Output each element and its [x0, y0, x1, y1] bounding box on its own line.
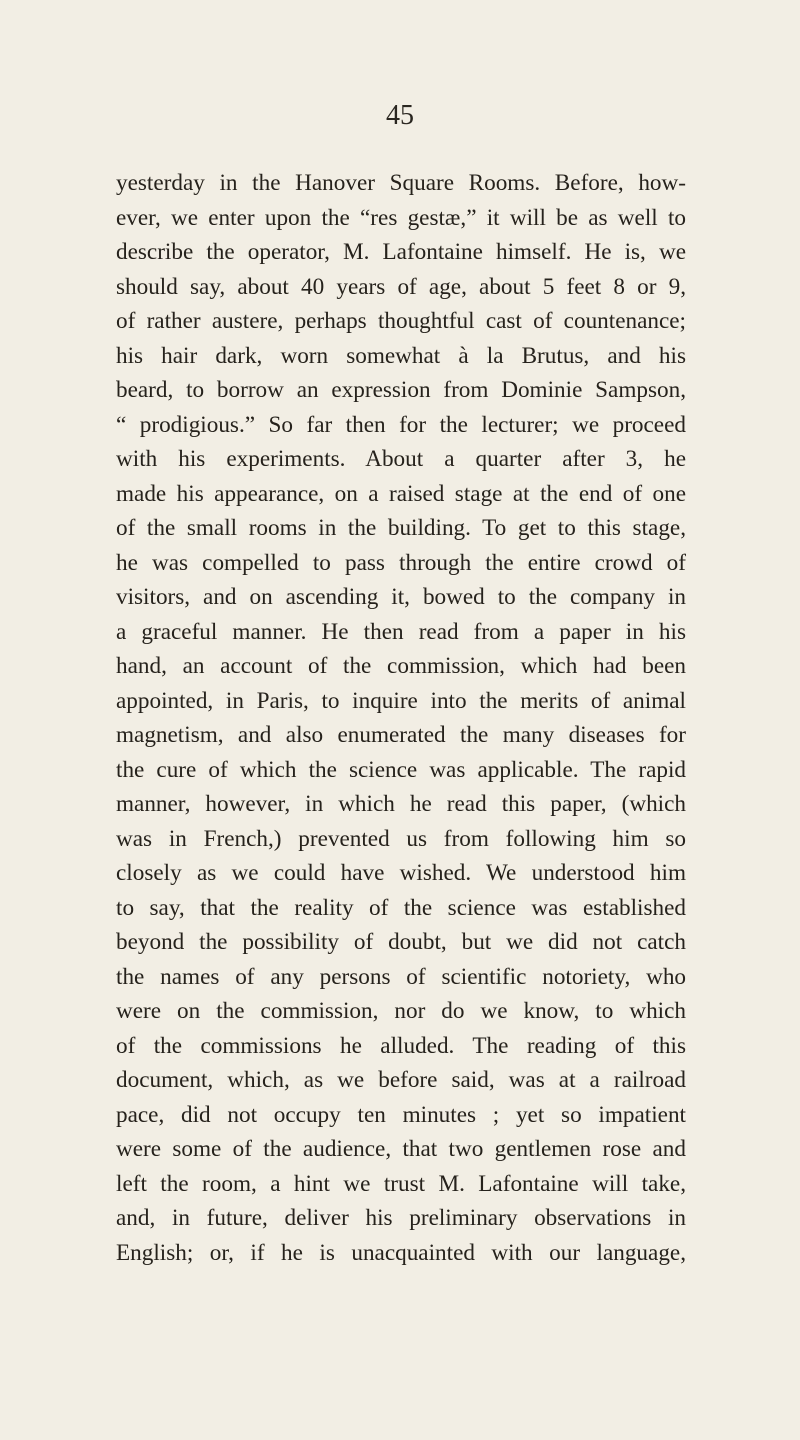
- text-line: pace, did not occupy ten minutes ; yet so impatient: [116, 1101, 686, 1128]
- text-line: English; or, if he is unacquainted with our language,: [116, 1239, 686, 1266]
- text-line: “ prodigious.” So far then for the lecturer; we proceed: [116, 411, 686, 438]
- text-line: were on the commission, nor do we know, to which: [116, 998, 686, 1024]
- text-line: ever, we enter upon the “res gestæ,” it will be as well to: [116, 204, 686, 231]
- text-line: should say, about 40 years of age, about 5 feet 8 or 9,: [116, 273, 686, 300]
- text-line: left the room, a hint we trust M. Lafontaine will take,: [116, 1170, 686, 1197]
- text-line: hand, an account of the commission, which had been: [116, 653, 686, 679]
- page-number: 45: [386, 100, 414, 131]
- text-line: to say, that the reality of the science was established: [116, 894, 686, 921]
- body-text: [116, 166, 686, 1270]
- text-line: of rather austere, perhaps thoughtful cast of countenance;: [116, 308, 686, 334]
- text-line: beyond the possibility of doubt, but we did not catch: [116, 929, 686, 955]
- text-line: manner, however, in which he read this paper, (which: [116, 791, 686, 817]
- text-line: closely as we could have wished. We understood him: [116, 860, 686, 886]
- text-line: and, in future, deliver his preliminary observations in: [116, 1205, 686, 1231]
- text-line: appointed, in Paris, to inquire into the merits of animal: [116, 687, 686, 714]
- text-line: the cure of which the science was applicable. The rapid: [116, 756, 686, 783]
- text-line: beard, to borrow an expression from Dominie Sampson,: [116, 377, 686, 403]
- text-line: his hair dark, worn somewhat à la Brutus, and his: [116, 342, 686, 369]
- text-line: describe the operator, M. Lafontaine himself. He is, we: [116, 239, 686, 265]
- text-line: the names of any persons of scientific notoriety, who: [116, 963, 686, 990]
- text-line: a graceful manner. He then read from a paper in his: [116, 618, 686, 645]
- text-line: were some of the audience, that two gentlemen rose and: [116, 1136, 686, 1162]
- text-line: he was compelled to pass through the entire crowd of: [116, 549, 686, 576]
- text-line: with his experiments. About a quarter after 3, he: [116, 446, 686, 472]
- text-line: of the commissions he alluded. The reading of this: [116, 1032, 686, 1059]
- text-line: document, which, as we before said, was at a railroad: [116, 1067, 686, 1093]
- text-line: yesterday in the Hanover Square Rooms. Before, how-: [116, 170, 686, 196]
- text-line: magnetism, and also enumerated the many diseases for: [116, 722, 686, 748]
- text-line: visitors, and on ascending it, bowed to the company in: [116, 584, 686, 610]
- text-line: made his appearance, on a raised stage at the end of one: [116, 480, 686, 507]
- text-line: of the small rooms in the building. To get to this stage,: [116, 515, 686, 541]
- text-line: was in French,) prevented us from following him so: [116, 825, 686, 852]
